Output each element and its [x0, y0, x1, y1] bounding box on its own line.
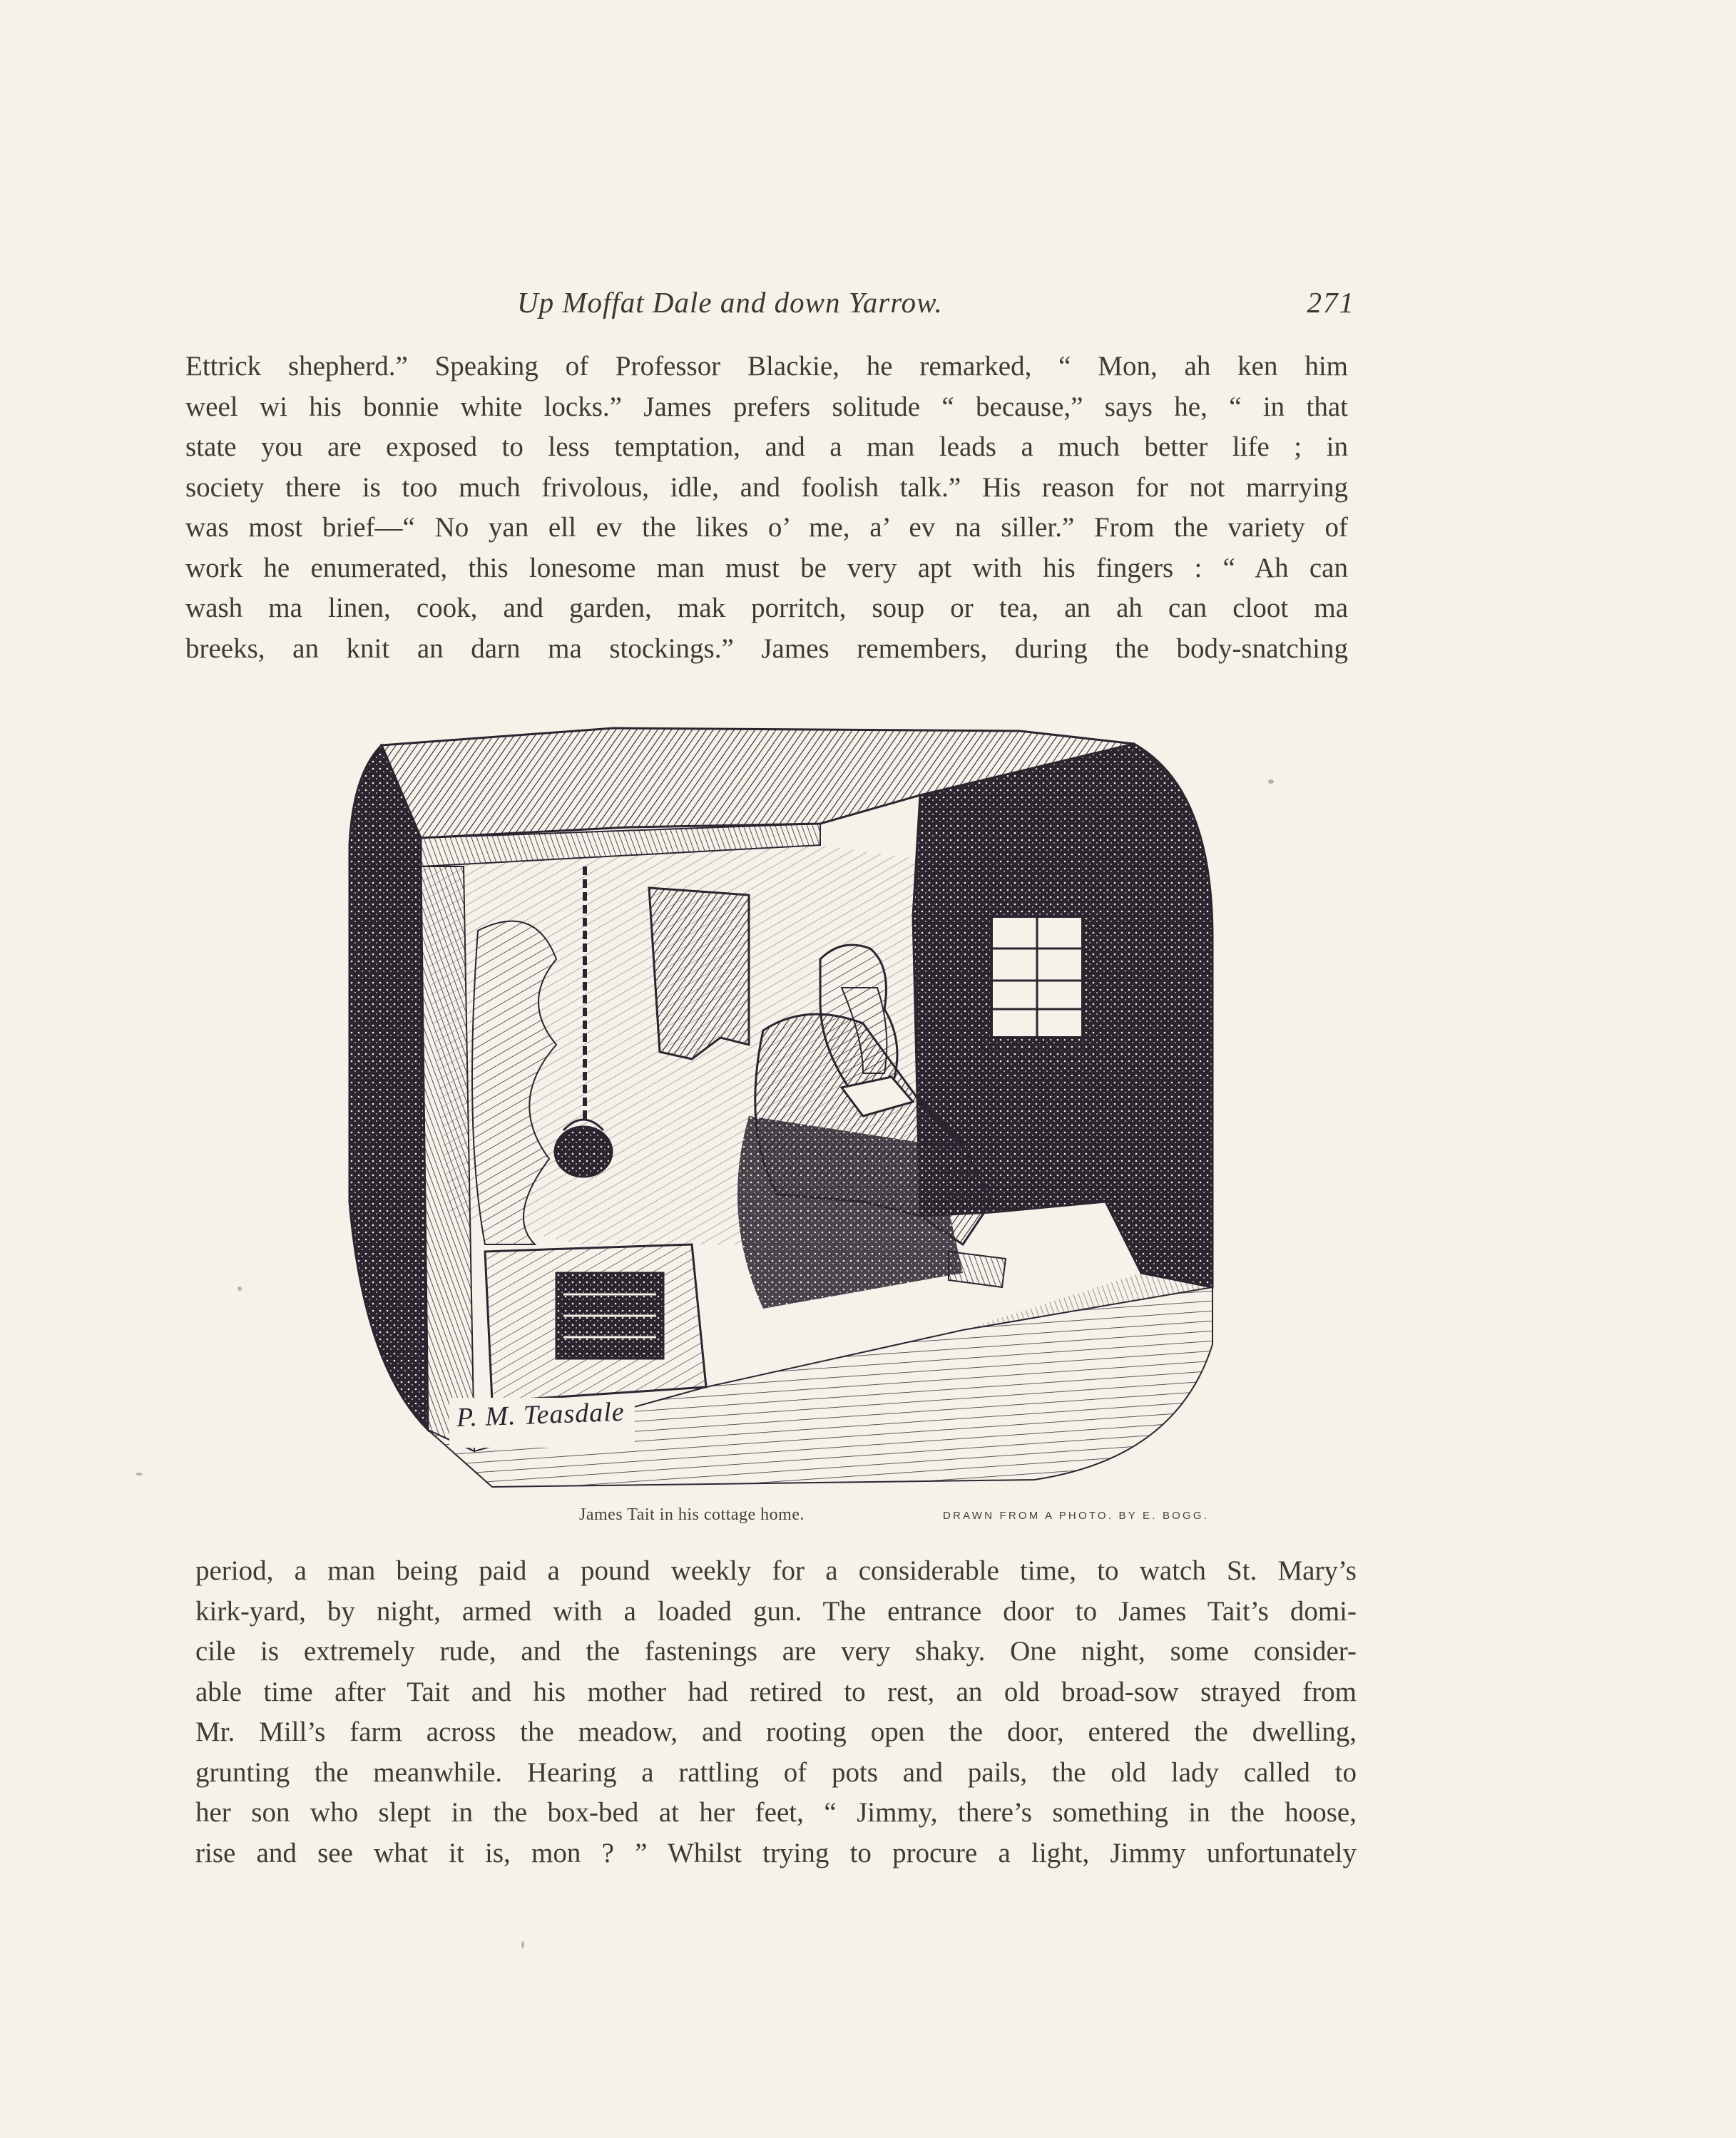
text-line: period, a man being paid a pound weekly for a considerable time, to watch St. Mary’s: [195, 1555, 1357, 1586]
body-text-bottom: [195, 1551, 1357, 1873]
paper-speck: [136, 1473, 143, 1475]
text-line: cile is extremely rude, and the fastenings are very shaky. One night, some consider-: [195, 1636, 1357, 1667]
body-text-top: [185, 347, 1348, 669]
text-line: Ettrick shepherd.” Speaking of Professor Blackie, he remarked, “ Mon, ah ken him: [185, 351, 1348, 382]
text-line: rise and see what it is, mon ? ” Whilst trying to procure a light, Jimmy unfortunately: [195, 1837, 1357, 1868]
text-line: breeks, an knit an darn ma stockings.” James remembers, during the body-snatching: [185, 633, 1348, 664]
running-head: [185, 285, 1355, 328]
artist-signature: P. M. Teasdale: [456, 1396, 626, 1433]
cottage-illustration: [321, 702, 1234, 1501]
text-line: her son who slept in the box-bed at her feet, “ Jimmy, there’s something in the hoose,: [195, 1797, 1357, 1828]
text-line: wash ma linen, cook, and garden, mak porritch, soup or tea, an ah can cloot ma: [185, 593, 1348, 623]
text-line: Mr. Mill’s farm across the meadow, and rooting open the door, entered the dwelling,: [195, 1717, 1357, 1747]
text-line: state you are exposed to less temptation, and a man leads a much better life ; in: [185, 431, 1348, 462]
running-title: Up Moffat Dale and down Yarrow.: [517, 286, 943, 319]
text-line: able time after Tait and his mother had retired to rest, an old broad-sow strayed from: [195, 1676, 1357, 1707]
window-drawing: [981, 916, 1095, 1049]
text-line: work he enumerated, this lonesome man must be very apt with his fingers : “ Ah can: [185, 552, 1348, 583]
text-line: society there is too much frivolous, idle, and foolish talk.” His reason for not marrying: [185, 471, 1348, 503]
paper-speck: [521, 1941, 524, 1948]
paper-speck: [1268, 779, 1274, 784]
text-line: grunting the meanwhile. Hearing a rattling of pots and pails, the old lady called to: [195, 1756, 1357, 1788]
stove-drawing: [485, 1244, 706, 1401]
page-number: 271: [1307, 286, 1355, 319]
text-line: kirk-yard, by night, armed with a loaded gun. The entrance door to James Tait’s domi-: [195, 1595, 1357, 1627]
text-line: was most brief—“ No yan ell ev the likes o’ me, a’ ev na siller.” From the variety of: [185, 512, 1348, 543]
figure-caption: James Tait in his cottage home.: [579, 1505, 805, 1524]
paper-speck: [238, 1287, 242, 1291]
text-line: weel wi his bonnie white locks.” James prefers solitude “ because,” says he, “ in that: [185, 391, 1348, 422]
figure-credit: DRAWN FROM A PHOTO. BY E. BOGG.: [943, 1510, 1210, 1522]
cottage-interior-drawing: [321, 702, 1234, 1501]
